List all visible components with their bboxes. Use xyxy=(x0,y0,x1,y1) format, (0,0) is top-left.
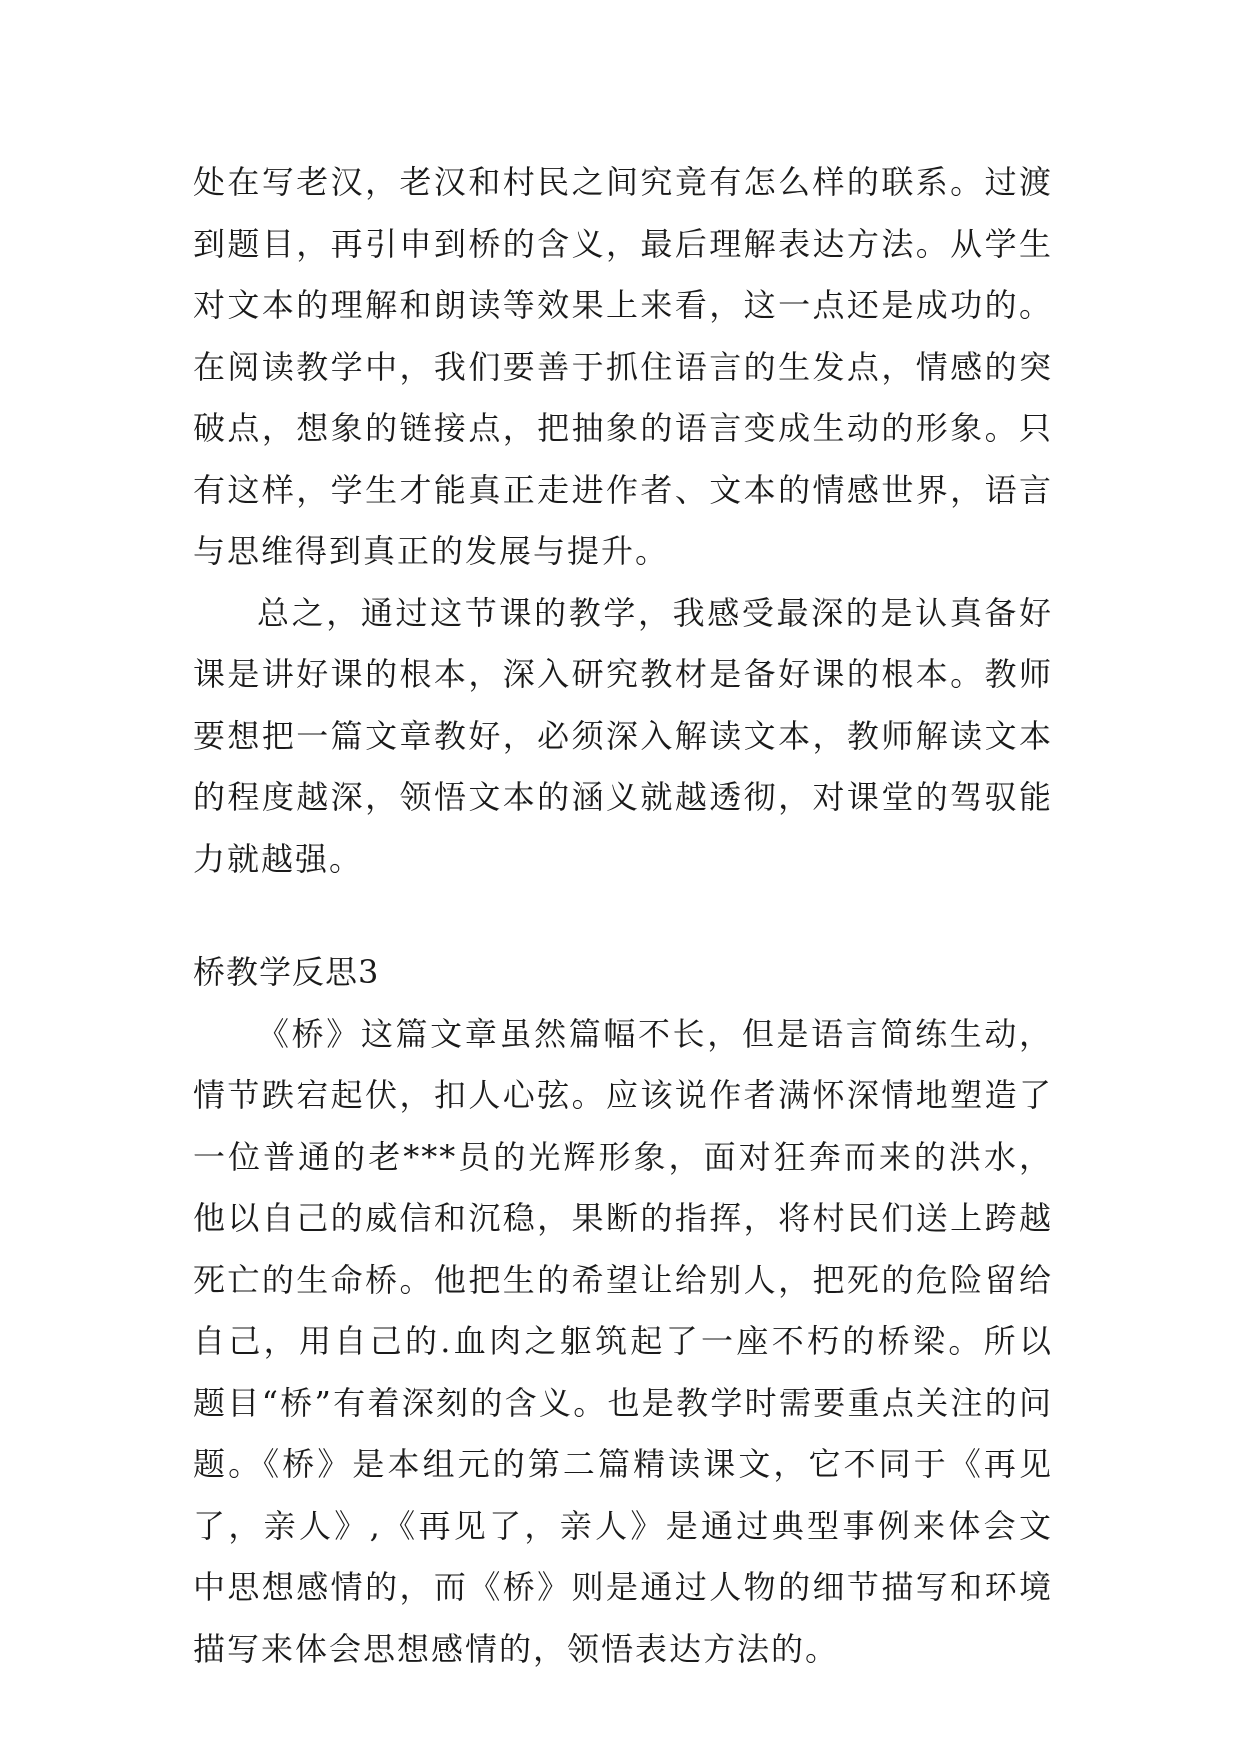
paragraph-continued: 处在写老汉，老汉和村民之间究竟有怎么样的联系。过渡到题目，再引申到桥的含义，最后理解表达方法。从学生对文本的理解和朗读等效果上来看，这一点还是成功的。在阅读教学中，我们要善于抓住语言的生发点，情感的突破点，想象的链接点，把抽象的语言变成生动的形象。只有这样，学生才能真正走进作者、文本的情感世界，语言与思维得到真正的发展与提升。 xyxy=(193,163,1053,570)
document-body xyxy=(193,152,1053,1680)
paragraph-reflection: 《桥》这篇文章虽然篇幅不长，但是语言简练生动，情节跌宕起伏，扣人心弦。应该说作者满怀深情地塑造了一位普通的老***员的光辉形象，面对狂奔而来的洪水，他以自己的威信和沉稳，果断的指挥，将村民们送上跨越死亡的生命桥。他把生的希望让给别人，把死的危险留给自己，用自己的.血肉之躯筑起了一座不朽的桥梁。所以题目“桥”有着深刻的含义。也是教学时需要重点关注的问题。《桥》是本组元的第二篇精读课文，它不同于《再见了，亲人》,《再见了，亲人》是通过典型事例来体会文中思想感情的，而《桥》则是通过人物的细节描写和环境描写来体会思想感情的，领悟表达方法的。 xyxy=(193,1014,1053,1668)
section-heading: 桥教学反思3 xyxy=(193,953,380,991)
paragraph-conclusion: 总之，通过这节课的教学，我感受最深的是认真备好课是讲好课的根本，深入研究教材是备好课的根本。教师要想把一篇文章教好，必须深入解读文本，教师解读文本的程度越深，领悟文本的涵义就越透彻，对课堂的驾驭能力就越强。 xyxy=(193,593,1053,878)
